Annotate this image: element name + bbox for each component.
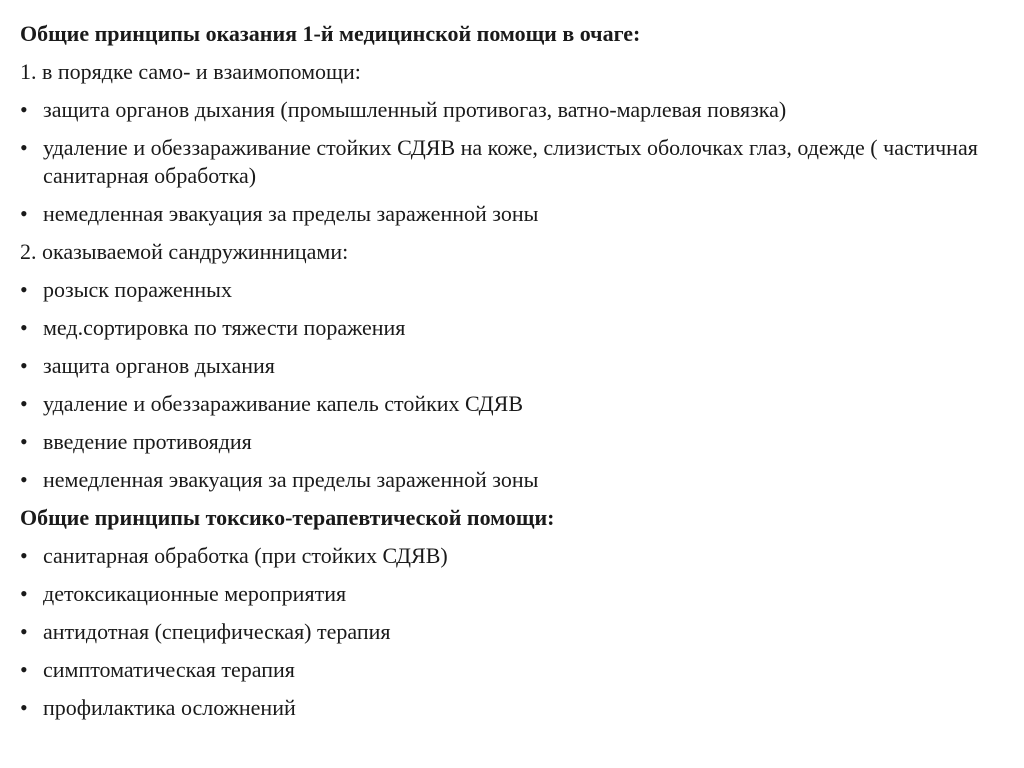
list-item-text: защита органов дыхания [43, 353, 275, 378]
list-item [20, 694, 1010, 722]
list-item [20, 352, 1010, 380]
list-item-text: детоксикационные мероприятия [43, 581, 347, 606]
list-item [20, 200, 1010, 228]
list-item [20, 542, 1010, 570]
list-item-text: мед.сортировка по тяжести поражения [43, 315, 406, 340]
list-item-text: немедленная эвакуация за пределы зараженной зоны [43, 467, 539, 492]
bullet-icon: • [20, 695, 28, 720]
bullet-icon: • [20, 429, 28, 454]
bullet-icon: • [20, 353, 28, 378]
bullet-icon: • [20, 315, 28, 340]
list-item [20, 466, 1010, 494]
bullet-icon: • [20, 201, 28, 226]
bullet-icon: • [20, 277, 28, 302]
list-item [20, 618, 1010, 646]
section-title-self-help: 1. в порядке само- и взаимопомощи: [20, 59, 361, 84]
section-title-sandruzhinnitsy: 2. оказываемой сандружинницами: [20, 239, 349, 264]
bullet-icon: • [20, 581, 28, 606]
bullet-icon: • [20, 391, 28, 416]
bullet-icon: • [20, 543, 28, 568]
list-item [20, 656, 1010, 684]
list-item-text: розыск пораженных [43, 277, 232, 302]
list-item [20, 314, 1010, 342]
slide-content [20, 20, 1010, 732]
list-item-text: антидотная (специфическая) терапия [43, 619, 391, 644]
bullet-icon: • [20, 97, 28, 122]
bullet-icon: • [20, 619, 28, 644]
list-item-text: санитарная обработка (при стойких СДЯВ) [43, 543, 448, 568]
list-item [20, 580, 1010, 608]
bullet-icon: • [20, 657, 28, 682]
list-item [20, 390, 1010, 418]
bullet-icon: • [20, 467, 28, 492]
list-item-text: немедленная эвакуация за пределы зараженной зоны [43, 201, 539, 226]
list-item-text: защита органов дыхания (промышленный противогаз, ватно-марлевая повязка) [43, 97, 787, 122]
list-item-text: удаление и обеззараживание капель стойких СДЯВ [43, 391, 523, 416]
list-item [20, 276, 1010, 304]
list-item [20, 96, 1010, 124]
list-item-text: введение противоядия [43, 429, 252, 454]
list-item-text: профилактика осложнений [43, 695, 296, 720]
list-item [20, 428, 1010, 456]
bullet-icon: • [20, 135, 28, 160]
list-item-text: удаление и обеззараживание стойких СДЯВ на коже, слизистых оболочках глаз, одежде ( частичная санитарная обработка) [43, 135, 978, 188]
heading-toxic-therapy: Общие принципы токсико-терапевтической помощи: [20, 505, 555, 530]
list-item-text: симптоматическая терапия [43, 657, 295, 682]
heading-first-aid: Общие принципы оказания 1-й медицинской помощи в очаге: [20, 21, 641, 46]
list-item [20, 134, 1010, 190]
